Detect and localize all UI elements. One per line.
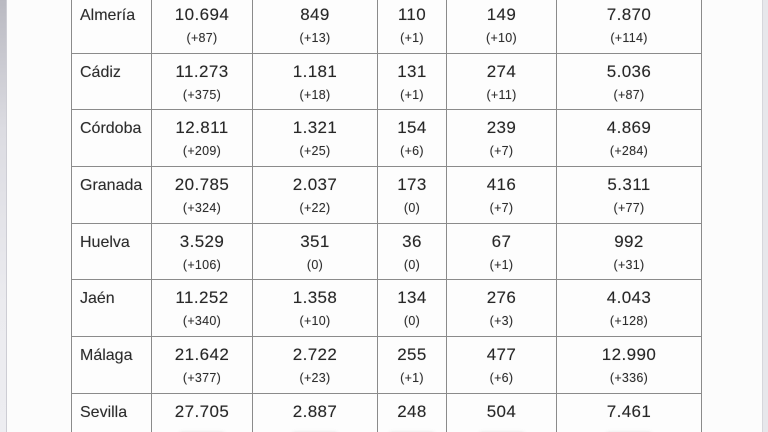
cell-value: 1.358 bbox=[292, 288, 338, 308]
province-name: Huelva bbox=[80, 233, 130, 251]
cell-value: 7.461 bbox=[606, 401, 652, 421]
cell-value: 149 bbox=[486, 5, 517, 24]
cell-delta: (+77) bbox=[613, 201, 645, 216]
cell-delta: (+106) bbox=[182, 257, 222, 272]
value-cell bbox=[152, 167, 253, 223]
cell-delta: (+6) bbox=[489, 371, 514, 386]
value-cell bbox=[447, 394, 557, 432]
value-cell bbox=[253, 110, 378, 166]
cell-value: 4.869 bbox=[606, 118, 652, 138]
value-cell bbox=[253, 0, 378, 53]
cell-delta: (0) bbox=[306, 257, 324, 272]
value-cell bbox=[152, 110, 253, 166]
cell-delta: (+6) bbox=[400, 144, 424, 159]
cell-value: 27.705 bbox=[174, 401, 230, 421]
province-name: Córdoba bbox=[80, 120, 142, 138]
province-statistics-table bbox=[71, 0, 702, 432]
cell-value: 20.785 bbox=[174, 175, 230, 195]
value-cell bbox=[253, 54, 378, 110]
cell-value: 12.990 bbox=[601, 345, 657, 365]
cell-value: 5.311 bbox=[607, 175, 651, 195]
cell-delta: (+13) bbox=[299, 31, 331, 45]
table-row bbox=[72, 54, 701, 111]
province-cell bbox=[72, 280, 152, 336]
cell-delta: (+377) bbox=[182, 371, 222, 386]
cell-value: 11.273 bbox=[175, 61, 229, 81]
cell-value: 21.642 bbox=[174, 345, 230, 365]
cell-delta: (0) bbox=[403, 314, 421, 329]
cell-value: 351 bbox=[300, 231, 330, 251]
cell-value: 67 bbox=[491, 231, 512, 251]
cell-value: 36 bbox=[402, 231, 422, 251]
province-name: Jaén bbox=[80, 290, 115, 308]
cell-value: 992 bbox=[614, 231, 644, 251]
value-cell bbox=[557, 167, 701, 223]
table-row bbox=[72, 110, 701, 167]
cell-delta: (+10) bbox=[485, 31, 518, 45]
value-cell bbox=[378, 280, 447, 336]
cell-value: 4.043 bbox=[606, 288, 652, 308]
value-cell bbox=[557, 224, 701, 280]
cell-delta: (+10) bbox=[299, 314, 331, 329]
value-cell bbox=[447, 54, 557, 110]
cell-value: 504 bbox=[486, 401, 517, 421]
cell-delta: (+284) bbox=[609, 144, 649, 159]
value-cell bbox=[447, 280, 557, 336]
cell-delta: (+23) bbox=[299, 371, 331, 386]
cell-value: 10.694 bbox=[174, 5, 230, 24]
cell-value: 849 bbox=[300, 5, 330, 24]
value-cell bbox=[152, 54, 253, 110]
table-row bbox=[72, 224, 701, 281]
cell-delta: (+25) bbox=[299, 144, 331, 159]
cell-delta: (+7) bbox=[489, 201, 514, 216]
cell-value: 173 bbox=[397, 175, 427, 195]
cell-value: 11.252 bbox=[175, 288, 229, 308]
province-cell bbox=[72, 0, 152, 53]
cell-delta: (+11) bbox=[486, 87, 517, 102]
value-cell bbox=[447, 167, 557, 223]
cell-value: 3.529 bbox=[179, 231, 225, 251]
value-cell bbox=[378, 224, 447, 280]
province-cell bbox=[72, 337, 152, 393]
cell-delta: (+18) bbox=[299, 87, 331, 102]
cell-value: 1.181 bbox=[292, 61, 338, 81]
value-cell bbox=[253, 280, 378, 336]
cell-delta: (+209) bbox=[182, 144, 222, 159]
cell-delta: (+87) bbox=[613, 87, 645, 102]
table-row bbox=[72, 337, 701, 394]
cell-value: 477 bbox=[486, 345, 517, 365]
value-cell bbox=[557, 54, 701, 110]
cell-delta: (+1) bbox=[400, 87, 424, 102]
cell-delta: (+1) bbox=[400, 31, 424, 45]
province-cell bbox=[72, 167, 152, 223]
cell-delta: (0) bbox=[403, 257, 421, 272]
value-cell bbox=[557, 337, 701, 393]
value-cell bbox=[152, 224, 253, 280]
province-cell bbox=[72, 224, 152, 280]
cell-value: 276 bbox=[486, 288, 517, 308]
value-cell bbox=[447, 0, 557, 53]
value-cell bbox=[253, 337, 378, 393]
value-cell bbox=[378, 0, 447, 53]
cell-value: 416 bbox=[486, 175, 517, 195]
cell-value: 274 bbox=[486, 61, 517, 81]
value-cell bbox=[557, 394, 701, 432]
value-cell bbox=[447, 337, 557, 393]
cell-delta: (+31) bbox=[613, 257, 645, 272]
value-cell bbox=[253, 167, 378, 223]
value-cell bbox=[378, 167, 447, 223]
cell-delta: (+7) bbox=[489, 144, 514, 159]
value-cell bbox=[557, 110, 701, 166]
cell-value: 255 bbox=[397, 345, 427, 365]
table-row bbox=[72, 167, 701, 224]
cell-delta: (+336) bbox=[609, 371, 649, 386]
cell-delta: (+128) bbox=[609, 314, 649, 329]
value-cell bbox=[152, 337, 253, 393]
cell-delta: (+1) bbox=[400, 371, 424, 386]
cell-value: 2.037 bbox=[292, 175, 338, 195]
value-cell bbox=[152, 394, 253, 432]
value-cell bbox=[447, 110, 557, 166]
table-row bbox=[72, 280, 701, 337]
cell-delta: (+114) bbox=[610, 31, 648, 45]
cell-delta: (+340) bbox=[182, 314, 222, 329]
page-left-edge bbox=[0, 0, 7, 432]
cell-value: 134 bbox=[397, 288, 427, 308]
cell-delta: (+324) bbox=[182, 201, 222, 216]
value-cell bbox=[253, 224, 378, 280]
cell-value: 1.321 bbox=[292, 118, 338, 138]
cell-value: 7.870 bbox=[606, 5, 652, 24]
cell-delta: (+1) bbox=[489, 257, 514, 272]
cell-delta: (+22) bbox=[299, 201, 331, 216]
table-row bbox=[72, 394, 701, 432]
cell-delta: (0) bbox=[403, 201, 421, 216]
value-cell bbox=[378, 110, 447, 166]
province-cell bbox=[72, 394, 152, 432]
cell-value: 154 bbox=[397, 118, 427, 138]
value-cell bbox=[378, 394, 447, 432]
province-cell bbox=[72, 54, 152, 110]
province-name: Sevilla bbox=[80, 403, 128, 421]
cell-delta: (+87) bbox=[186, 31, 218, 45]
cell-value: 248 bbox=[397, 401, 427, 421]
value-cell bbox=[378, 337, 447, 393]
value-cell bbox=[378, 54, 447, 110]
value-cell bbox=[253, 394, 378, 432]
table-row bbox=[72, 0, 701, 54]
cell-value: 239 bbox=[486, 118, 517, 138]
province-name: Málaga bbox=[80, 347, 133, 365]
value-cell bbox=[557, 280, 701, 336]
province-cell bbox=[72, 110, 152, 166]
value-cell bbox=[447, 224, 557, 280]
value-cell bbox=[557, 0, 701, 53]
province-name: Granada bbox=[80, 177, 143, 195]
page-right-edge bbox=[762, 0, 768, 432]
cell-value: 12.811 bbox=[175, 118, 229, 138]
province-name: Almería bbox=[80, 7, 136, 24]
province-name: Cádiz bbox=[80, 63, 121, 81]
cell-value: 110 bbox=[397, 5, 427, 24]
cell-value: 2.887 bbox=[292, 401, 338, 421]
cell-delta: (+3) bbox=[489, 314, 514, 329]
value-cell bbox=[152, 0, 253, 53]
cell-value: 5.036 bbox=[606, 61, 652, 81]
cell-value: 2.722 bbox=[292, 345, 338, 365]
cell-delta: (+375) bbox=[182, 87, 222, 102]
value-cell bbox=[152, 280, 253, 336]
cell-value: 131 bbox=[397, 61, 427, 81]
